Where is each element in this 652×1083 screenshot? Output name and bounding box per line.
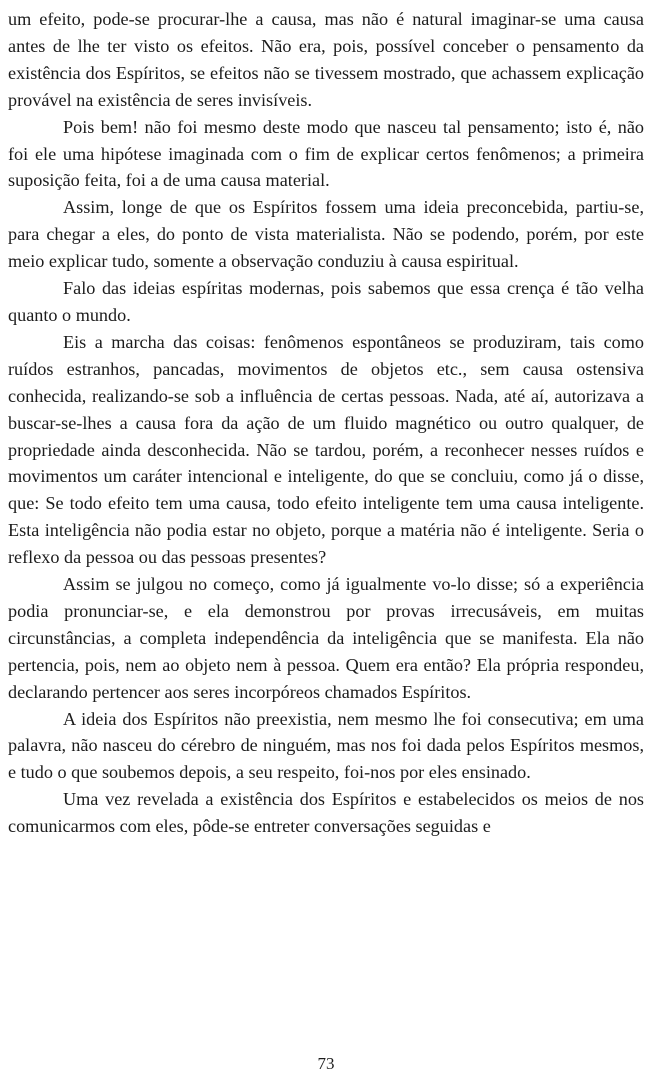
paragraph-2: Pois bem! não foi mesmo deste modo que nasceu tal pensamento; isto é, não foi ele uma hipótese imaginada com o fim de explicar certos fenômenos; a primeira suposição feita, foi a de uma causa material.	[8, 116, 644, 191]
paragraph-6: Assim se julgou no começo, como já igualmente vo-lo disse; só a experiência podia pronunciar-se, e ela demonstrou por provas irrecusáveis, em muitas circunstâncias, a completa independência da inteligência que se manifesta. Ela não pertencia, pois, nem ao objeto nem à pessoa. Quem era então? Ela própria respondeu, declarando pertencer aos seres incorpóreos chamados Espíritos.	[8, 574, 644, 702]
page-body	[8, 6, 644, 840]
paragraph-3: Assim, longe de que os Espíritos fossem uma ideia preconcebida, partiu-se, para chegar a eles, do ponto de vista materialista. Não se podendo, porém, por este meio explicar tudo, somente a observação conduziu à causa espiritual.	[8, 197, 644, 272]
paragraph-5: Eis a marcha das coisas: fenômenos espontâneos se produziram, tais como ruídos estranhos, pancadas, movimentos de objetos etc., sem causa ostensiva conhecida, realizando-se sob a influência de certas pessoas. Nada, até aí, autorizava a buscar-se-lhes a causa fora da ação de um fluido magnético ou outro qualquer, de propriedade ainda desconhecida. Não se tardou, porém, a reconhecer nesses ruídos e movimentos um caráter intencional e inteligente, do que se concluiu, como já o disse, que: Se todo efeito tem uma causa, todo efeito inteligente tem uma causa inteligente. Esta inteligência não podia estar no objeto, porque a matéria não é inteligente. Seria o reflexo da pessoa ou das pessoas presentes?	[8, 331, 644, 568]
paragraph-4: Falo das ideias espíritas modernas, pois sabemos que essa crença é tão velha quanto o mundo.	[8, 278, 644, 325]
paragraph-7: A ideia dos Espíritos não preexistia, nem mesmo lhe foi consecutiva; em uma palavra, não nasceu do cérebro de ninguém, mas nos foi dada pelos Espíritos mesmos, e tudo o que soubemos depois, a seu respeito, foi-nos por eles ensinado.	[8, 708, 644, 783]
paragraph-1: um efeito, pode-se procurar-lhe a causa, mas não é natural imaginar-se uma causa antes de lhe ter visto os efeitos. Não era, pois, possível conceber o pensamento da existência dos Espíritos, se efeitos não se tivessem mostrado, que achassem explicação provável na existência de seres invisíveis.	[8, 9, 644, 110]
page-number: 73	[317, 1054, 335, 1073]
paragraph-8: Uma vez revelada a existência dos Espíritos e estabelecidos os meios de nos comunicarmos com eles, pôde-se entreter conversações seguidas e	[8, 789, 644, 837]
